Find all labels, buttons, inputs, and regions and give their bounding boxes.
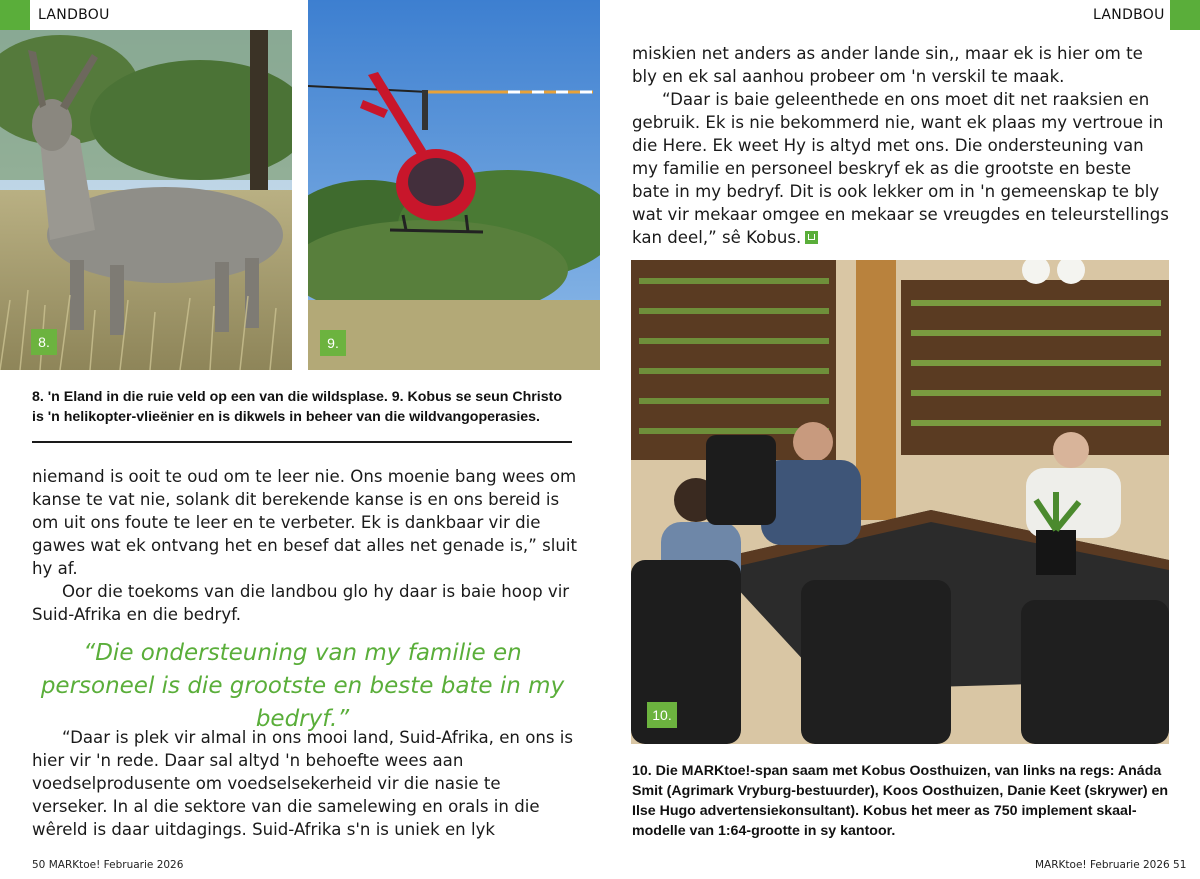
meeting-room-photo <box>631 260 1169 744</box>
photo-10-badge: 10. <box>647 702 677 728</box>
right-folio: MARKtoe! Februarie 2026 51 <box>1035 859 1187 871</box>
left-photo-caption: 8. 'n Eland in die ruie veld op een van die wildsplase. 9. Kobus se seun Christo is 'n helikopter-vlieënier en is dikwels in beheer van die wildvangoperasies. <box>32 389 563 425</box>
helicopter-photo <box>308 0 600 370</box>
left-body-paragraph-3: “Daar is plek vir almal in ons mooi land, Suid-Afrika, en ons is hier vir 'n rede. Daar sal altyd 'n behoefte wees aan voedselprodusente om voedselsekerheid vir die nasie te verseker. In al die sektore van die samelewing en orals in die wêreld is daar uitdagings. Suid-Afrika s'n is uniek en lyk <box>32 728 574 839</box>
left-body-paragraph-2: Oor die toekoms van die landbou glo hy daar is baie hoop vir Suid-Afrika en die bedryf. <box>32 582 570 624</box>
left-section-label: LANDBOU <box>38 7 110 23</box>
pull-quote: “Die ondersteuning van my familie en personeel is die grootste en beste bate in my bedryf.” <box>40 640 565 732</box>
left-body-column-2 <box>32 726 577 841</box>
left-body-column <box>32 465 577 626</box>
left-section-marker <box>0 0 30 30</box>
right-body-column <box>632 42 1172 249</box>
right-section-marker <box>1170 0 1200 30</box>
right-body-paragraph-2 <box>632 88 1172 249</box>
right-body-paragraph-2-text: “Daar is baie geleenthede en ons moet dit net raaksien en gebruik. Ek is nie bekommerd nie, want ek plaas my vertroue in die Here. Ek weet Hy is altyd met ons. Die ondersteuning van my familie en personeel beskryf ek as die grootste en beste bate in my bedryf. Dit is ook lekker om in 'n gemeenskap te bly wat vir mekaar omgee en mekaar se vreugdes en teleurstellings kan deel,” sê Kobus. <box>632 90 1169 247</box>
eland-illustration <box>0 30 292 370</box>
meeting-room-illustration <box>631 260 1169 744</box>
right-body-paragraph-1: miskien net anders as ander lande sin,, maar ek is hier om te bly en ek sal aanhou probeer om 'n verskil te maak. <box>632 44 1143 86</box>
eland-photo <box>0 30 292 370</box>
right-photo-caption: 10. Die MARKtoe!-span saam met Kobus Oosthuizen, van links na regs: Anáda Smit (Agrimark Vryburg-bestuurder), Koos Oosthuizen, Danie Keet (skrywer) en Ilse Hugo advertensiekonsultant). Kobus het meer as 750 implement skaal-modelle van 1:64-grootte in sy kantoor. <box>632 763 1169 839</box>
helicopter-illustration <box>308 0 600 370</box>
caption-divider <box>32 441 572 443</box>
photo-9-badge: 9. <box>320 330 346 356</box>
right-section-label: LANDBOU <box>1093 7 1165 23</box>
left-folio: 50 MARKtoe! Februarie 2026 <box>32 859 184 871</box>
left-body-paragraph-1: niemand is ooit te oud om te leer nie. Ons moenie bang wees om kanse te vat nie, solank dit berekende kanse is en ons bereid is om uit ons foute te leer en te verbeter. Ek is dankbaar vir die gawes wat ek ontvang het en besef dat alles net genade is,” sluit hy af. <box>32 467 577 578</box>
article-end-icon <box>805 231 818 244</box>
photo-8-badge: 8. <box>31 329 57 355</box>
